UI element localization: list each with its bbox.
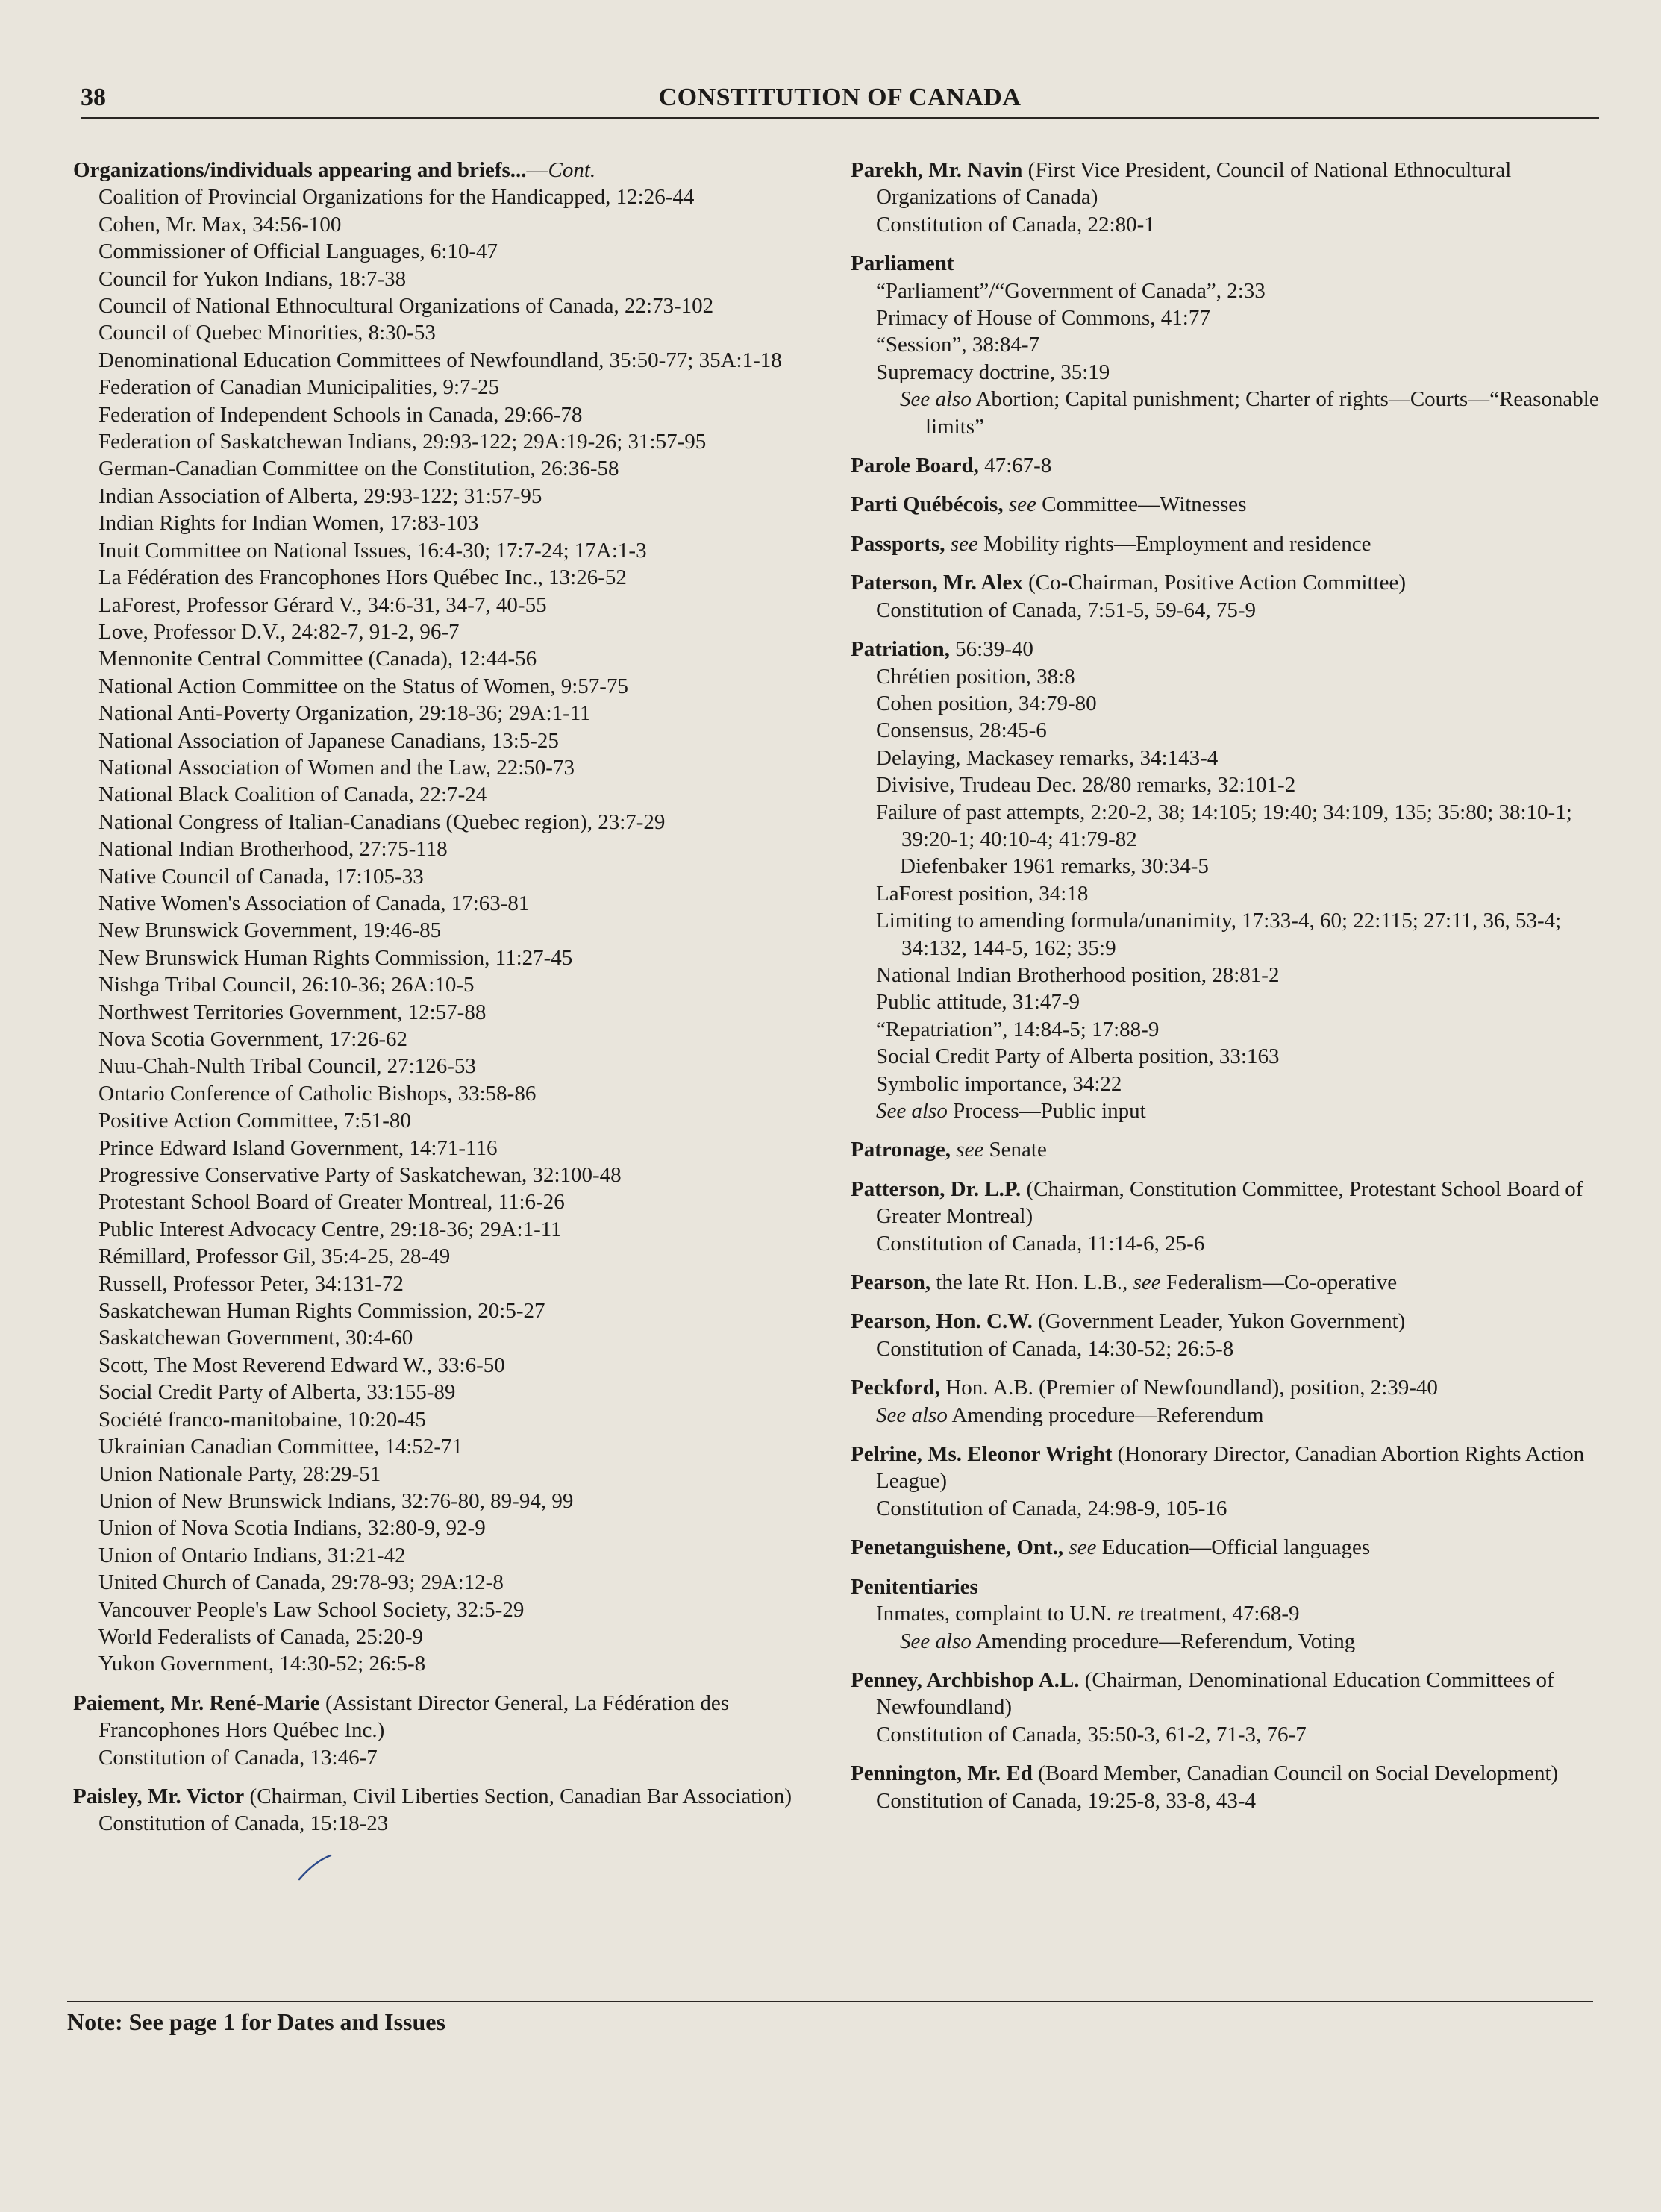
organization-item: Progressive Conservative Party of Saskatchewan, 32:100-48: [98, 1163, 622, 1188]
organization-item: Vancouver People's Law School Society, 32:5-29: [98, 1597, 525, 1622]
organization-item: New Brunswick Human Rights Commission, 11:27-45: [98, 945, 573, 970]
running-head: [81, 81, 1599, 118]
index-entry-parekh: Parekh, Mr. Navin (First Vice President, Council of National Ethnocultural Organizations of Canada) Constitution of Canada, 22:80-1: [851, 158, 1512, 236]
index-entry-paterson: Paterson, Mr. Alex (Co-Chairman, Positive Action Committee) Constitution of Canada, 7:51-5, 59-64, 75-9: [851, 571, 1406, 622]
organization-item: Social Credit Party of Alberta, 33:155-89: [98, 1380, 456, 1405]
organization-item: Nishga Tribal Council, 26:10-36; 26A:10-5: [98, 973, 475, 997]
footer-note: Note: See page 1 for Dates and Issues: [67, 2008, 445, 2035]
organization-item: United Church of Canada, 29:78-93; 29A:12-8: [98, 1570, 504, 1595]
index-entry-parti-quebecois: Parti Québécois, see Committee—Witnesses: [851, 492, 1247, 517]
organization-item: Union of Ontario Indians, 31:21-42: [98, 1543, 406, 1567]
organization-item: Northwest Territories Government, 12:57-88: [98, 1000, 487, 1024]
index-entry-organizations: Organizations/individuals appearing and briefs...—Cont. Coalition of Provincial Organizations for the Handicapped, 12:26-44 Cohen, Mr. Max, 34:56-100 Commissioner of Official Languages, 6:10-47 Council for Yukon Indians, 18:7-38 Council of National Ethnocultural Organizations of Canada, 22:73-102 Council of Quebec Minorities, 8:30-53 Denominational Education Committees of Newfoundland, 35:50-77; 35A:1-18 Federation of Canadian Municipalities, 9:7-25 Federation of Independent Schools in Canada, 29:66-78 Federation of Saskatchewan Indians, 29:93-122; 29A:19-26; 31:57-95 German-Canadian Committee on the Constitution, 26:36-58 Indian Association of Alberta, 29:93-122; 31:57-95 Indian Rights for Indian Women, 17:83-103 Inuit Committee on National Issues, 16:4-30; 17:7-24; 17A:1-3 La Fédération des Francophones Hors Québec Inc., 13:26-52 LaForest, Professor Gérard V., 34:6-31, 34-7, 40-55 Love, Professor D.V., 24:82-7, 91-2, 96-7 Mennonite Central Committee (Canada), 12:44-56 National Action Committee on the Status of Women, 9:57-75 National Anti-Poverty Organization, 29:18-36; 29A:1-11 National Association of Japanese Canadians, 13:5-25 National Association of Women and the Law, 22:50-73 National Black Coalition of Canada, 22:7-24 National Congress of Italian-Canadians (Quebec region), 23:7-29 National Indian Brotherhood, 27:75-118 Native Council of Canada, 17:105-33 Native Women's Association of Canada, 17:63-81 New Brunswick Government, 19:46-85 New Brunswick Human Rights Commission, 11:27-45 Nishga Tribal Council, 26:10-36; 26A:10-5 Northwest Territories Government, 12:57-88 Nova Scotia Government, 17:26-62 Nuu-Chah-Nulth Tribal Council, 27:126-53 Ontario Conference of Catholic Bishops, 33:58-86 Positive Action Committee, 7:51-80 Prince Edward Island Government, 14:71-116 Progressive Conservative Party of Saskatchewan, 32:100-48 Protestant School Board of Greater Montreal, 11:6-26 Public Interest Advocacy Centre, 29:18-36; 29A:1-11 Rémillard, Professor Gil, 35:4-25, 28-49 Russell, Professor Peter, 34:131-72 Saskatchewan Human Rights Commission, 20:5-27 Saskatchewan Government, 30:4-60 Scott, The Most Reverend Edward W., 33:6-50 Social Credit Party of Alberta, 33:155-89 Société franco-manitobaine, 10:20-45 Ukrainian Canadian Committee, 14:52-71 Union Nationale Party, 28:29-51 Union of New Brunswick Indians, 32:76-80, 89-94, 99 Union of Nova Scotia Indians, 32:80-9, 92-9 Union of Ontario Indians, 31:21-42 United Church of Canada, 29:78-93; 29A:12-8 Vancouver People's Law School Society, 32:5-29 World Federalists of Canada, 25:20-9 Yukon Government, 14:30-52; 26:5-8: [73, 157, 842, 1678]
organization-item: LaForest, Professor Gérard V., 34:6-31, 34-7, 40-55: [98, 592, 547, 617]
pen-mark: [296, 1852, 334, 1882]
organization-item: Prince Edward Island Government, 14:71-116: [98, 1135, 498, 1160]
entry-heading: Paiement, Mr. René-Marie: [73, 1691, 320, 1715]
header-rule: [81, 117, 1599, 119]
index-entry-penitentiaries: Penitentiaries Inmates, complaint to U.N. re treatment, 47:68-9 See also Amending procedure—Referendum, Voting: [851, 1574, 1356, 1653]
index-entry-patronage: Patronage, see Senate: [851, 1138, 1047, 1162]
organization-item: Federation of Canadian Municipalities, 9:7-25: [98, 375, 500, 400]
organization-item: National Association of Women and the Law, 22:50-73: [98, 755, 575, 780]
organization-item: Nuu-Chah-Nulth Tribal Council, 27:126-53: [98, 1054, 476, 1079]
organization-item: Indian Association of Alberta, 29:93-122; 31:57-95: [98, 483, 542, 508]
entry-heading: Organizations/individuals appearing and briefs...: [73, 158, 527, 182]
organization-item: Native Women's Association of Canada, 17:63-81: [98, 891, 530, 915]
organization-item: Société franco-manitobaine, 10:20-45: [98, 1407, 426, 1432]
organization-item: Public Interest Advocacy Centre, 29:18-36; 29A:1-11: [98, 1217, 562, 1241]
organization-item: World Federalists of Canada, 25:20-9: [98, 1624, 423, 1649]
organization-item: Denominational Education Committees of Newfoundland, 35:50-77; 35A:1-18: [98, 348, 782, 372]
organization-item: Council for Yukon Indians, 18:7-38: [98, 266, 407, 291]
index-entry-penetanguishene: Penetanguishene, Ont., see Education—Official languages: [851, 1535, 1371, 1560]
page-number: 38: [81, 84, 106, 111]
organization-item: Union of New Brunswick Indians, 32:76-80, 89-94, 99: [98, 1488, 574, 1513]
organization-item: Love, Professor D.V., 24:82-7, 91-2, 96-7: [98, 619, 460, 644]
organization-item: La Fédération des Francophones Hors Québec Inc., 13:26-52: [98, 565, 627, 590]
left-column: [73, 157, 842, 1849]
sub-entry: Constitution of Canada, 15:18-23: [98, 1811, 389, 1836]
organization-item: Inuit Committee on National Issues, 16:4-30; 17:7-24; 17A:1-3: [98, 538, 647, 563]
organization-item: Council of National Ethnocultural Organizations of Canada, 22:73-102: [98, 294, 714, 319]
index-entry-paiement: Paiement, Mr. René-Marie (Assistant Director General, La Fédération des Francophones Hors Québec Inc.) Constitution of Canada, 13:46-7: [73, 1690, 842, 1771]
organization-item: Positive Action Committee, 7:51-80: [98, 1109, 411, 1133]
organization-item: National Indian Brotherhood, 27:75-118: [98, 837, 448, 862]
organization-item: Ukrainian Canadian Committee, 14:52-71: [98, 1435, 463, 1459]
organization-item: German-Canadian Committee on the Constitution, 26:36-58: [98, 457, 619, 481]
index-entry-pelrine: Pelrine, Ms. Eleonor Wright (Honorary Director, Canadian Abortion Rights Action League) Constitution of Canada, 24:98-9, 105-16: [851, 1442, 1585, 1520]
index-entry-pearson-lb: Pearson, the late Rt. Hon. L.B., see Federalism—Co-operative: [851, 1271, 1398, 1295]
organization-item: Protestant School Board of Greater Montreal, 11:6-26: [98, 1190, 565, 1215]
organization-item: Native Council of Canada, 17:105-33: [98, 864, 424, 889]
organization-item: National Anti-Poverty Organization, 29:18-36; 29A:1-11: [98, 701, 591, 726]
organization-item: Coalition of Provincial Organizations for the Handicapped, 12:26-44: [98, 185, 695, 210]
organization-item: New Brunswick Government, 19:46-85: [98, 918, 442, 943]
organization-item: Ontario Conference of Catholic Bishops, 33:58-86: [98, 1081, 537, 1106]
index-entry-paisley: Paisley, Mr. Victor (Chairman, Civil Liberties Section, Canadian Bar Association) Constitution of Canada, 15:18-23: [73, 1783, 842, 1837]
index-entry-patriation: Patriation, 56:39-40 Chrétien position, 38:8 Cohen position, 34:79-80 Consensus, 28:45-6 Delaying, Mackasey remarks, 34:143-4 Divisive, Trudeau Dec. 28/80 remarks, 32:101-2 Failure of past attempts, 2:20-2, 38; 14:105; 19:40; 34:109, 135; 35:80; 38:10-1; 39:20-1; 40:10-4; 41:79-82 Diefenbaker 1961 remarks, 30:34-5 LaForest position, 34:18 Limiting to amending formula/unanimity, 17:33-4, 60; 22:115; 27:11, 36, 53-4; 34:132, 144-5, 162; 35:9 National Indian Brotherhood position, 28:81-2 Public attitude, 31:47-9 “Repatriation”, 14:84-5; 17:88-9 Social Credit Party of Alberta position, 33:163 Symbolic importance, 34:22 See also Process—Public input: [851, 637, 1572, 1123]
organization-item: Russell, Professor Peter, 34:131-72: [98, 1271, 404, 1296]
page-title: CONSTITUTION OF CANADA: [658, 84, 1022, 111]
index-entry-peckford: Peckford, Hon. A.B. (Premier of Newfoundland), position, 2:39-40 See also Amending procedure—Referendum: [851, 1376, 1438, 1427]
organization-item: Council of Quebec Minorities, 8:30-53: [98, 321, 436, 345]
index-entry-patterson: Patterson, Dr. L.P. (Chairman, Constitution Committee, Protestant School Board of Greater Montreal) Constitution of Canada, 11:14-6, 25-6: [851, 1177, 1583, 1256]
organization-item: Indian Rights for Indian Women, 17:83-103: [98, 511, 479, 536]
organization-item: Federation of Saskatchewan Indians, 29:93-122; 29A:19-26; 31:57-95: [98, 430, 707, 454]
organization-item: Yukon Government, 14:30-52; 26:5-8: [98, 1652, 426, 1676]
organization-item: National Black Coalition of Canada, 22:7-24: [98, 783, 487, 807]
index-entry-pennington: Pennington, Mr. Ed (Board Member, Canadian Council on Social Development) Constitution of Canada, 19:25-8, 33-8, 43-4: [851, 1761, 1559, 1813]
entry-heading: Paisley, Mr. Victor: [73, 1784, 245, 1808]
index-entry-parole-board: Parole Board, 47:67-8: [851, 454, 1052, 478]
organization-item: Scott, The Most Reverend Edward W., 33:6-50: [98, 1353, 505, 1377]
organization-list: [73, 184, 842, 1677]
right-column: [851, 157, 1612, 1826]
organization-item: National Association of Japanese Canadians, 13:5-25: [98, 728, 559, 753]
index-entry-pearson-cw: Pearson, Hon. C.W. (Government Leader, Yukon Government) Constitution of Canada, 14:30-52; 26:5-8: [851, 1309, 1406, 1361]
index-entry-passports: Passports, see Mobility rights—Employment and residence: [851, 531, 1371, 556]
index-entry-parliament: Parliament “Parliament”/“Government of Canada”, 2:33 Primacy of House of Commons, 41:77 “Session”, 38:84-7 Supremacy doctrine, 35:19 See also Abortion; Capital punishment; Charter of rights—Courts—“Reasonable limits”: [851, 251, 1599, 439]
organization-item: Rémillard, Professor Gil, 35:4-25, 28-49: [98, 1244, 451, 1269]
organization-item: Saskatchewan Government, 30:4-60: [98, 1326, 413, 1350]
organization-item: Saskatchewan Human Rights Commission, 20:5-27: [98, 1299, 545, 1323]
footer-rule: [67, 2001, 1593, 2002]
organization-item: Nova Scotia Government, 17:26-62: [98, 1027, 407, 1051]
organization-item: Mennonite Central Committee (Canada), 12:44-56: [98, 647, 537, 671]
organization-item: National Action Committee on the Status of Women, 9:57-75: [98, 674, 628, 698]
organization-item: National Congress of Italian-Canadians (Quebec region), 23:7-29: [98, 809, 666, 834]
index-entry-penney: Penney, Archbishop A.L. (Chairman, Denominational Education Committees of Newfoundland) Constitution of Canada, 35:50-3, 61-2, 71-3, 76-7: [851, 1667, 1554, 1746]
organization-item: Federation of Independent Schools in Canada, 29:66-78: [98, 402, 583, 427]
organization-item: Union of Nova Scotia Indians, 32:80-9, 92-9: [98, 1516, 486, 1541]
sub-entry: Constitution of Canada, 13:46-7: [98, 1745, 378, 1770]
organization-item: Commissioner of Official Languages, 6:10-47: [98, 239, 498, 264]
organization-item: Cohen, Mr. Max, 34:56-100: [98, 212, 342, 236]
organization-item: Union Nationale Party, 28:29-51: [98, 1461, 381, 1486]
